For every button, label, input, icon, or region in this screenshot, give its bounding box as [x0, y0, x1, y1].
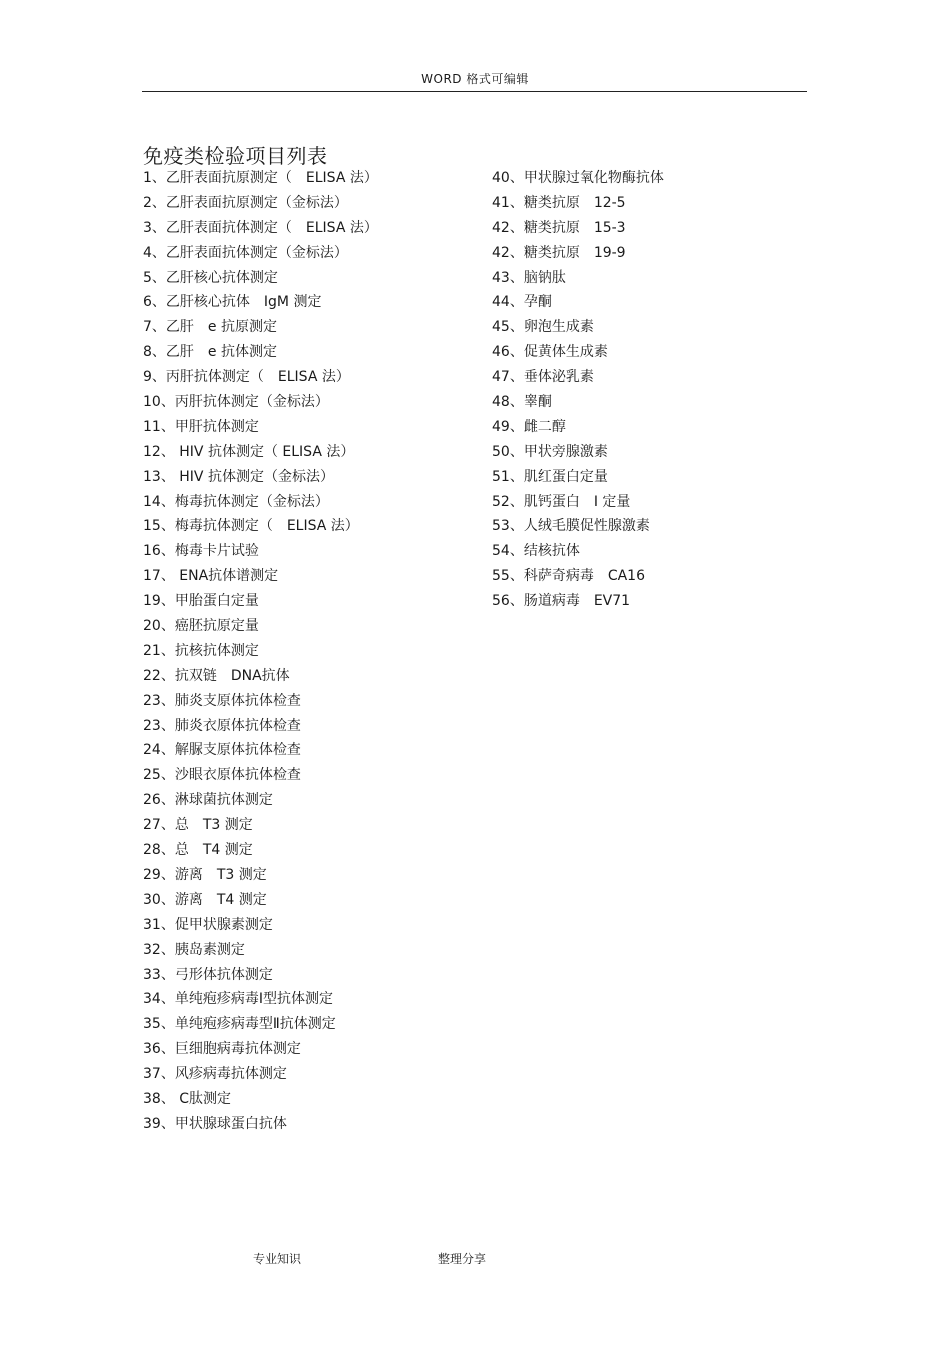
page-header-text: WORD 格式可编辑 — [421, 72, 529, 86]
test-item: 17、 ENA抗体谱测定 — [143, 568, 279, 585]
test-item: 24、解脲支原体抗体检查 — [143, 742, 301, 759]
test-item: 32、胰岛素测定 — [143, 941, 245, 958]
test-item: 38、 C肽测定 — [143, 1090, 232, 1107]
test-item: 8、乙肝 e 抗体测定 — [143, 344, 277, 361]
test-item: 28、总 T4 测定 — [143, 842, 253, 859]
test-item: 47、垂体泌乳素 — [492, 369, 594, 386]
footer-right-text: 整理分享 — [438, 1252, 487, 1266]
test-item: 4、乙肝表面抗体测定（金标法） — [143, 244, 348, 261]
test-item: 37、风疹病毒抗体测定 — [143, 1066, 287, 1083]
test-item: 19、甲胎蛋白定量 — [143, 593, 259, 610]
test-item: 43、脑钠肽 — [492, 269, 566, 286]
test-item: 6、乙肝核心抗体 IgM 测定 — [143, 294, 322, 311]
test-item: 49、雌二醇 — [492, 418, 566, 435]
test-item: 26、淋球菌抗体测定 — [143, 792, 273, 809]
test-item: 9、丙肝抗体测定（ ELISA 法） — [143, 369, 350, 386]
test-item: 16、梅毒卡片试验 — [143, 543, 259, 560]
test-item: 39、甲状腺球蛋白抗体 — [143, 1115, 287, 1132]
test-item: 23、肺炎支原体抗体检查 — [143, 692, 301, 709]
test-list-left-column — [143, 166, 378, 1137]
test-item: 45、卵泡生成素 — [492, 319, 594, 336]
test-item: 34、单纯疱疹病毒Ⅰ型抗体测定 — [143, 991, 333, 1008]
test-item: 15、梅毒抗体测定（ ELISA 法） — [143, 518, 359, 535]
test-item: 7、乙肝 e 抗原测定 — [143, 319, 277, 336]
test-item: 3、乙肝表面抗体测定（ ELISA 法） — [143, 219, 378, 236]
test-item: 5、乙肝核心抗体测定 — [143, 269, 278, 286]
test-item: 10、丙肝抗体测定（金标法） — [143, 394, 329, 411]
test-item: 35、单纯疱疹病毒型Ⅱ抗体测定 — [143, 1016, 336, 1033]
test-item: 50、甲状旁腺激素 — [492, 443, 608, 460]
test-item: 36、巨细胞病毒抗体测定 — [143, 1041, 301, 1058]
test-item: 12、 HIV 抗体测定（ ELISA 法） — [143, 443, 355, 460]
test-item: 44、孕酮 — [492, 294, 552, 311]
test-item: 27、总 T3 测定 — [143, 817, 253, 834]
test-item: 54、结核抗体 — [492, 543, 580, 560]
test-item: 25、沙眼衣原体抗体检查 — [143, 767, 301, 784]
test-item: 48、睾酮 — [492, 394, 552, 411]
test-item: 2、乙肝表面抗原测定（金标法） — [143, 194, 348, 211]
test-item: 29、游离 T3 测定 — [143, 866, 267, 883]
test-item: 23、肺炎衣原体抗体检查 — [143, 717, 301, 734]
test-item: 41、糖类抗原 12-5 — [492, 194, 626, 211]
test-item: 30、游离 T4 测定 — [143, 891, 267, 908]
test-item: 31、促甲状腺素测定 — [143, 916, 273, 933]
test-item: 55、科萨奇病毒 CA16 — [492, 568, 645, 585]
test-item: 11、甲肝抗体测定 — [143, 418, 259, 435]
test-list-right-column — [492, 166, 664, 614]
test-item: 42、糖类抗原 19-9 — [492, 244, 626, 261]
test-item: 33、弓形体抗体测定 — [143, 966, 273, 983]
header-divider — [142, 91, 807, 92]
test-item: 13、 HIV 抗体测定（金标法） — [143, 468, 334, 485]
test-item: 21、抗核抗体测定 — [143, 642, 259, 659]
test-item: 42、糖类抗原 15-3 — [492, 219, 626, 236]
test-item: 46、促黄体生成素 — [492, 344, 608, 361]
test-item: 1、乙肝表面抗原测定（ ELISA 法） — [143, 170, 378, 186]
test-item: 40、甲状腺过氧化物酶抗体 — [492, 170, 664, 186]
footer-left-text: 专业知识 — [253, 1252, 302, 1266]
test-item: 14、梅毒抗体测定（金标法） — [143, 493, 329, 510]
test-item: 51、肌红蛋白定量 — [492, 468, 608, 485]
page-title: 免疫类检验项目列表 — [143, 144, 328, 169]
test-item: 20、癌胚抗原定量 — [143, 618, 259, 635]
test-item: 53、人绒毛膜促性腺激素 — [492, 518, 650, 535]
test-item: 56、肠道病毒 EV71 — [492, 593, 631, 610]
test-item: 52、肌钙蛋白 I 定量 — [492, 493, 631, 510]
test-item: 22、抗双链 DNA抗体 — [143, 667, 290, 684]
